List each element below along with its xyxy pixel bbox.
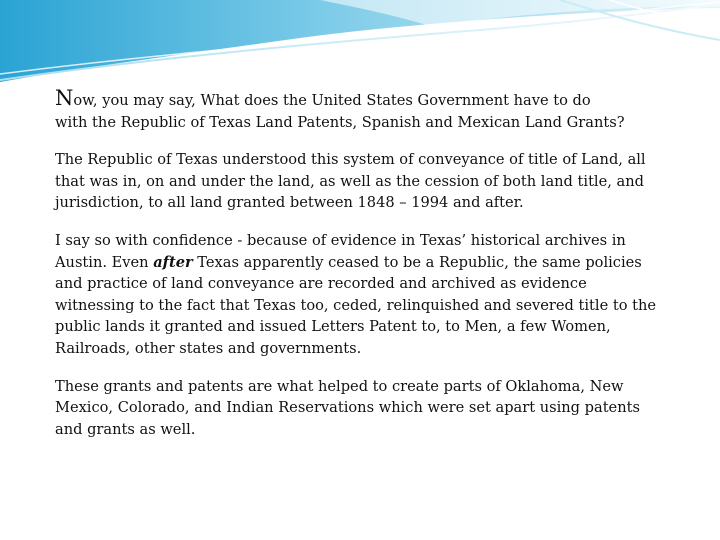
paragraph-evidence	[55, 230, 667, 360]
paragraph-question-line-2: with the Republic of Texas Land Patents, Spanish and Mexican Land Grants?	[55, 113, 625, 131]
text-content	[55, 88, 667, 440]
paragraph-question-line-1-text: ow, you may say, What does the United States Government have to do	[73, 92, 591, 109]
paragraph-question	[55, 88, 667, 133]
drop-cap: N	[55, 86, 74, 110]
paragraph-question-line-1	[55, 88, 667, 112]
paragraph-evidence-after: Texas apparently ceased to be a Republic, the same policies and practice of land conveyance are recorded and archived as evidence witnessing to the fact that Texas too, ceded, relinquished and severed title to the public lands it granted and issued Letters Patent to, to Men, a few Women, Railroads, other states and governments.	[55, 253, 657, 357]
paragraph-republic: The Republic of Texas understood this system of conveyance of title of Land, all that was in, on and under the land, as well as the cession of both land title, and jurisdiction, to all land granted between 1848 – 1994 and after.	[55, 151, 646, 212]
paragraph-evidence-before: I say so with confidence - because of evidence in Texas’ historical archives in Austin. Even	[55, 231, 626, 271]
decorative-wave-header	[0, 0, 720, 90]
paragraph-grants: These grants and patents are what helped to create parts of Oklahoma, New Mexico, Colorado, and Indian Reservations which were set apart using patents and grants as well.	[55, 377, 640, 438]
paragraph-evidence-emphasis: after	[153, 253, 193, 271]
